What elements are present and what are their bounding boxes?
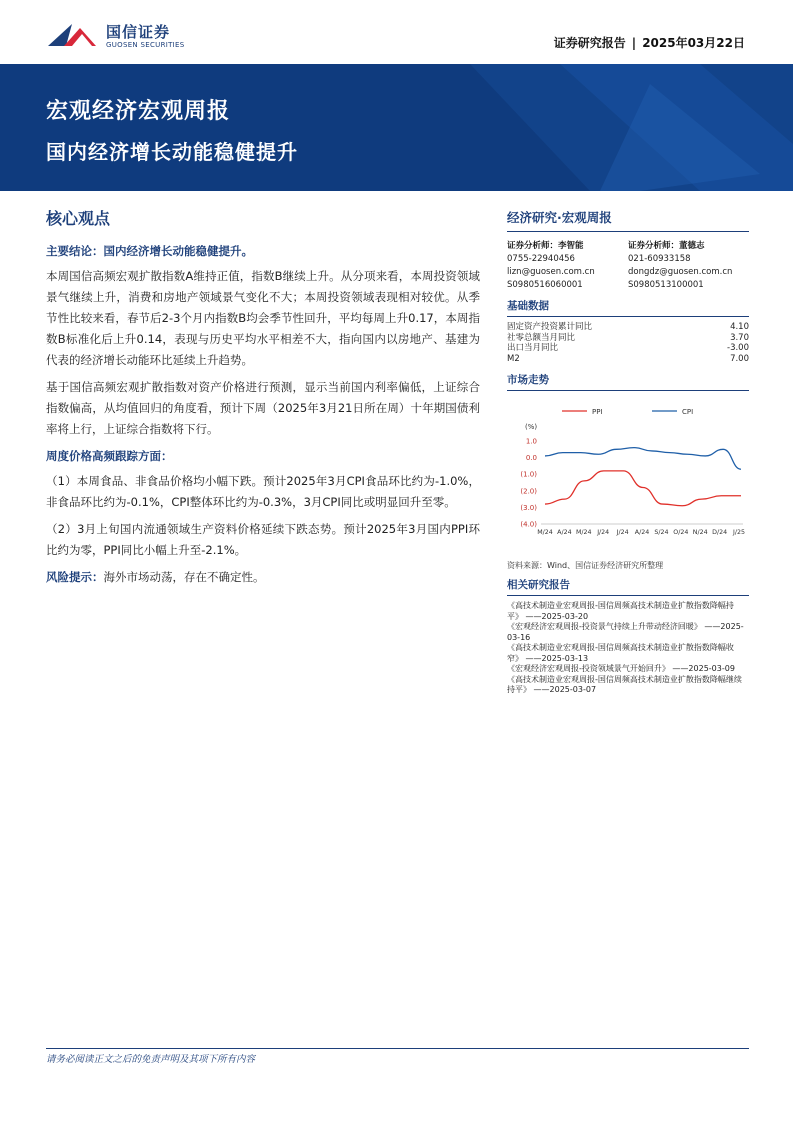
related-reports-title: 相关研究报告 — [507, 577, 749, 596]
analyst-cert: S0980516060001 — [507, 280, 583, 290]
related-report-link[interactable]: 《高技术制造业宏观周报-国信周频高技术制造业扩散指数降幅收窄》 ——2025-03-13 — [507, 643, 734, 663]
report-date: 2025年03月22日 — [642, 36, 745, 50]
series-line-cpi — [545, 448, 741, 470]
x-tick-label: M/24 — [576, 529, 592, 536]
market-chart-svg — [507, 396, 749, 558]
title-banner — [0, 64, 793, 191]
x-tick-label: J/24 — [616, 529, 629, 536]
analyst-phone: 0755-22940456 — [507, 254, 575, 264]
x-tick-label: N/24 — [692, 529, 708, 536]
y-tick-label: 1.0 — [525, 437, 537, 446]
data-value: 4.10 — [730, 322, 749, 332]
meta-separator: | — [631, 36, 637, 50]
basic-data-title: 基础数据 — [507, 298, 749, 317]
page-header — [0, 0, 793, 64]
basic-data-table — [507, 322, 749, 364]
report-meta — [554, 34, 745, 51]
sidebar-title: 经济研究·宏观周报 — [507, 208, 749, 232]
logo-en: GUOSEN SECURITIES — [106, 41, 185, 49]
y-tick-label: 0.0 — [525, 454, 537, 463]
y-tick-label: (4.0) — [520, 520, 537, 529]
analyst-email[interactable]: lizn@guosen.com.cn — [507, 267, 595, 277]
analyst-email[interactable]: dongdz@guosen.com.cn — [628, 267, 733, 277]
banner-subtitle: 国内经济增长动能稳健提升 — [46, 140, 298, 164]
analyst-2 — [628, 240, 749, 292]
analyst-name: 证券分析师：董德志 — [628, 241, 705, 251]
x-tick-label: A/24 — [557, 529, 572, 536]
y-tick-label: (3.0) — [520, 503, 537, 512]
y-tick-label: (1.0) — [520, 470, 537, 479]
chart-source: 资料来源：Wind、国信证券经济研究所整理 — [507, 561, 664, 570]
analysts — [507, 240, 749, 292]
data-value: 3.70 — [730, 332, 749, 343]
conclusion-label: 主要结论： — [46, 244, 104, 258]
x-tick-label: S/24 — [654, 529, 669, 536]
related-reports — [507, 601, 749, 696]
x-tick-label: A/24 — [634, 529, 650, 536]
data-row — [507, 354, 749, 365]
x-tick-label: O/24 — [673, 529, 689, 536]
footer-divider — [46, 1048, 749, 1049]
paragraph-3: （1）本周食品、非食品价格均小幅下跌。预计2025年3月CPI食品环比约为-1.0%，非食品环比约为-0.1%，CPI整体环比约为-0.3%，3月CPI同比或明显回升至零。 — [46, 474, 480, 509]
banner-title: 宏观经济宏观周报 — [46, 99, 231, 124]
paragraph-1: 本周国信高频宏观扩散指数A维持正值，指数B继续上升。从分项来看，本周投资领域景气继续上升，消费和房地产领域景气变化不大；本周投资领域表现相对较优。从季节性比较来看，春节后2-3个月内指数B均会季节性回升，平均每周上升0.17，本周指数B标准化后上升0.14，表现与历史平均水平相差不大，指向国内以房地产、基建为代表的经济增长动能环比延续上升趋势。 — [46, 269, 480, 367]
x-tick-label: D/24 — [712, 529, 728, 536]
legend-label: PPI — [592, 408, 603, 416]
price-tracking-heading: 周度价格高频跟踪方面： — [46, 449, 173, 463]
conclusion — [46, 241, 480, 262]
report-type: 证券研究报告 — [553, 36, 626, 50]
risk-text: 海外市场动荡，存在不确定性。 — [103, 570, 265, 584]
series-line-ppi — [545, 471, 741, 506]
risk-warning — [46, 567, 480, 588]
section-title: 核心观点 — [46, 209, 111, 228]
x-tick-label: J/24 — [597, 529, 610, 536]
related-report-link[interactable]: 《宏观经济宏观周报-投资领域景气开始回升》 ——2025-03-09 — [507, 664, 735, 673]
market-trend-title: 市场走势 — [507, 372, 749, 391]
paragraph-2: 基于国信高频宏观扩散指数对资产价格进行预测，显示当前国内利率偏低，上证综合指数偏高，从均值回归的角度看，预计下周（2025年3月21日所在周）十年期国债利率将上行，上证综合指数将下行。 — [46, 380, 480, 436]
x-tick-label: J/25 — [733, 529, 745, 536]
related-report-link[interactable]: 《高技术制造业宏观周报-国信周频高技术制造业扩散指数降幅持平》 ——2025-03-20 — [507, 601, 734, 621]
data-row — [507, 343, 749, 354]
market-chart — [507, 396, 749, 558]
paragraph-4: （2）3月上旬国内流通领域生产资料价格延续下跌态势。预计2025年3月国内PPI环比约为零，PPI同比小幅上升至-2.1%。 — [46, 522, 480, 557]
guosen-logo — [46, 22, 185, 52]
risk-label: 风险提示： — [46, 570, 104, 584]
analyst-phone: 021-60933158 — [628, 254, 691, 264]
banner-decoration — [0, 64, 793, 191]
data-label: M2 — [507, 353, 520, 364]
data-value: 7.00 — [730, 353, 749, 364]
related-report-link[interactable]: 《高技术制造业宏观周报-国信周频高技术制造业扩散指数降幅继续持平》 ——2025-03-07 — [507, 674, 742, 694]
conclusion-text: 国内经济增长动能稳健提升。 — [103, 244, 253, 258]
core-views-column — [46, 206, 480, 594]
analyst-name: 证券分析师：李智能 — [507, 241, 584, 251]
data-label: 固定资产投资累计同比 — [507, 322, 593, 332]
logo-cn: 国信证券 — [106, 23, 171, 41]
footer-disclaimer: 请务必阅读正文之后的免责声明及其项下所有内容 — [46, 1054, 256, 1065]
analyst-1 — [507, 240, 628, 292]
x-tick-label: M/24 — [537, 529, 553, 536]
related-report-link[interactable]: 《宏观经济宏观周报-投资景气持续上升带动经济回暖》 ——2025-03-16 — [507, 622, 744, 642]
analyst-cert: S0980513100001 — [628, 280, 704, 290]
sidebar-column — [507, 208, 749, 696]
y-tick-label: (2.0) — [520, 487, 537, 496]
data-row — [507, 333, 749, 344]
data-label: 出口当月同比 — [507, 343, 559, 353]
data-row — [507, 322, 749, 333]
data-label: 社零总额当月同比 — [507, 332, 576, 343]
data-value: -3.00 — [727, 343, 749, 353]
y-axis-label: (%) — [525, 423, 538, 431]
legend-label: CPI — [682, 408, 694, 416]
guosen-logo-icon — [46, 22, 98, 52]
